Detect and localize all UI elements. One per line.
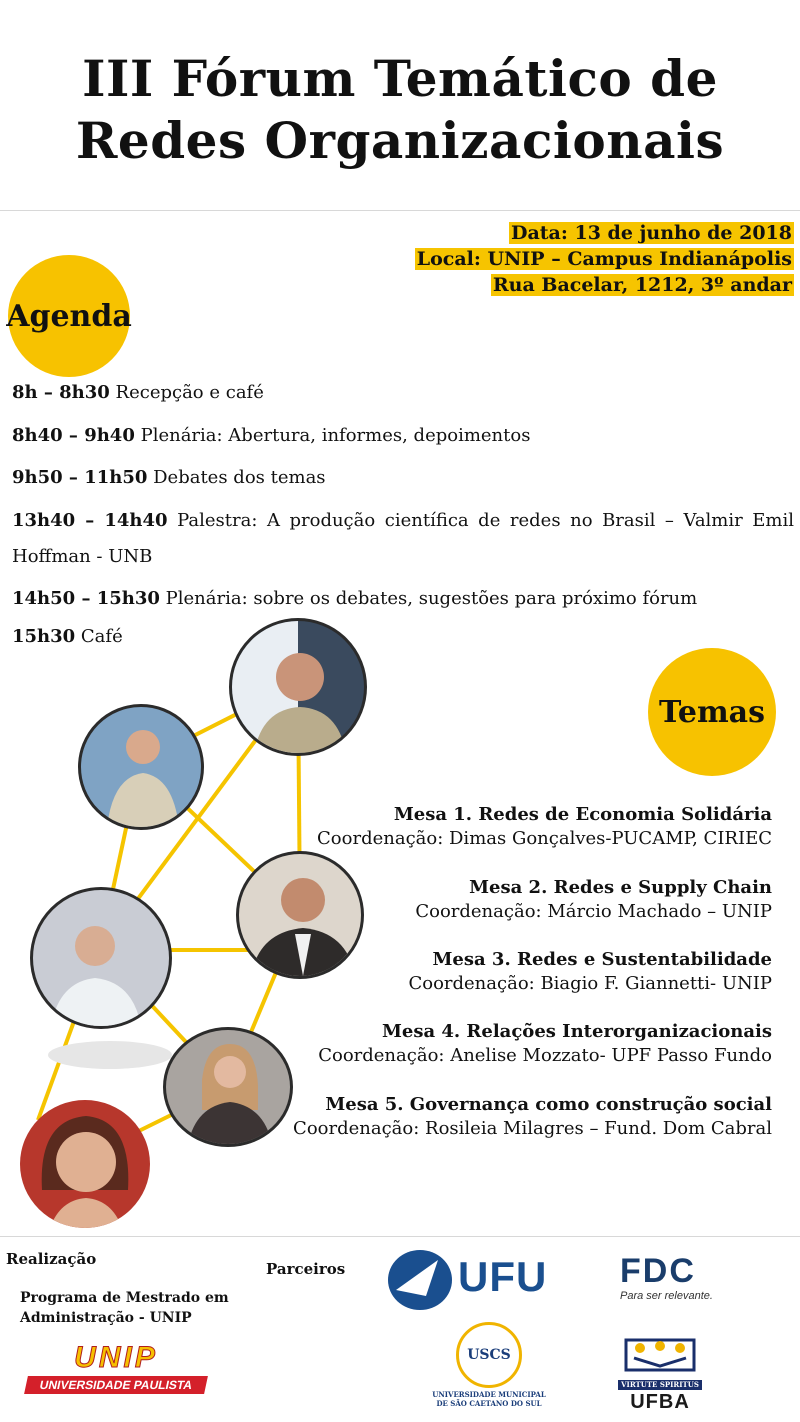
unip-subtitle: UNIVERSIDADE PAULISTA <box>24 1376 208 1394</box>
fdc-tagline: Para ser relevante. <box>620 1290 713 1302</box>
mesa-coordination: Coordenação: Márcio Machado – UNIP <box>415 901 772 922</box>
speaker-photo <box>78 704 204 830</box>
ufba-motto: VIRTUTE SPIRITUS <box>618 1380 702 1390</box>
mesa-coordination: Coordenação: Dimas Gonçalves-PUCAMP, CIRIEC <box>317 828 772 849</box>
event-date: Data: 13 de junho de 2018 <box>510 222 792 244</box>
mesa-title: Mesa 1. Redes de Economia Solidária <box>393 804 772 825</box>
realizacao-label: Realização <box>6 1250 97 1268</box>
agenda-heading: Agenda <box>6 298 132 334</box>
fdc-logo-text: FDC <box>620 1252 696 1290</box>
mesa-title: Mesa 5. Governança como construção social <box>325 1094 772 1115</box>
agenda-text: Palestra: A produção científica de redes no Brasil – Valmir Emil Hoffman - UNB <box>12 510 794 567</box>
mesa-title: Mesa 2. Redes e Supply Chain <box>469 877 772 898</box>
mesa-coordination: Coordenação: Biagio F. Giannetti- UNIP <box>408 973 772 994</box>
agenda-time: 9h50 – 11h50 <box>12 467 148 488</box>
temas-heading: Temas <box>658 694 766 730</box>
agenda-time: 14h50 – 15h30 <box>12 588 160 609</box>
title-line-1: III Fórum Temático de <box>82 49 718 108</box>
mesa-title: Mesa 3. Redes e Sustentabilidade <box>432 949 772 970</box>
event-address: Rua Bacelar, 1212, 3º andar <box>492 274 792 296</box>
unip-logo-text: UNIP <box>74 1341 158 1374</box>
agenda-text: Recepção e café <box>109 382 264 403</box>
uscs-subtitle-2: DE SÃO CAETANO DO SUL <box>436 1399 542 1408</box>
speaker-photo <box>163 1027 293 1147</box>
parceiros-label: Parceiros <box>266 1260 346 1278</box>
mesa-item <box>318 1020 772 1068</box>
title-line-2: Redes Organizacionais <box>75 111 725 170</box>
mesa-coordination: Coordenação: Rosileia Milagres – Fund. Dom Cabral <box>293 1118 772 1139</box>
program-info <box>20 1288 229 1328</box>
agenda-text: Debates dos temas <box>147 467 326 488</box>
fdc-logo <box>620 1252 730 1310</box>
agenda-text: Plenária: sobre os debates, sugestões para próximo fórum <box>159 588 698 609</box>
agenda-text: Café <box>75 626 123 647</box>
temas-heading-circle <box>648 648 776 776</box>
person-icon <box>81 707 201 827</box>
mesa-item <box>317 803 772 851</box>
agenda-time: 8h – 8h30 <box>12 382 110 403</box>
person-icon <box>20 1100 150 1228</box>
ufu-logo <box>386 1246 576 1312</box>
ufba-logo-text: UFBA <box>630 1391 690 1413</box>
program-line-1: Programa de Mestrado em <box>20 1290 229 1306</box>
agenda-text: Plenária: Abertura, informes, depoimentos <box>134 425 531 446</box>
ufba-crest-icon <box>620 1336 700 1376</box>
mesa-title: Mesa 4. Relações Interorganizacionais <box>381 1021 772 1042</box>
person-icon <box>232 621 364 753</box>
agenda-time: 15h30 <box>12 626 76 647</box>
mesa-coordination: Coordenação: Anelise Mozzato- UPF Passo Fundo <box>318 1045 772 1066</box>
mesa-item <box>415 876 772 924</box>
uscs-subtitle-1: UNIVERSIDADE MUNICIPAL <box>432 1390 546 1399</box>
event-location: Local: UNIP – Campus Indianápolis <box>416 248 792 270</box>
ufu-emblem-icon <box>386 1246 456 1312</box>
speaker-photo <box>236 851 364 979</box>
speaker-photo <box>20 1100 150 1228</box>
unip-logo <box>26 1342 206 1398</box>
person-icon <box>239 854 361 976</box>
person-icon <box>33 890 169 1026</box>
mesa-item <box>293 1093 772 1141</box>
person-icon <box>166 1030 290 1144</box>
ufu-logo-text: UFU <box>458 1253 548 1300</box>
photo-shadow <box>48 1041 172 1069</box>
mesa-item <box>408 948 772 996</box>
uscs-emblem <box>456 1322 522 1388</box>
uscs-logo <box>418 1322 560 1412</box>
ufba-logo <box>612 1336 708 1418</box>
agenda-time: 13h40 – 14h40 <box>12 510 168 531</box>
program-line-2: Administração - UNIP <box>20 1310 192 1326</box>
speaker-photo <box>229 618 367 756</box>
speaker-photo <box>30 887 172 1029</box>
agenda-time: 8h40 – 9h40 <box>12 425 135 446</box>
uscs-logo-text: USCS <box>467 1347 511 1363</box>
footer-divider <box>0 1236 800 1237</box>
